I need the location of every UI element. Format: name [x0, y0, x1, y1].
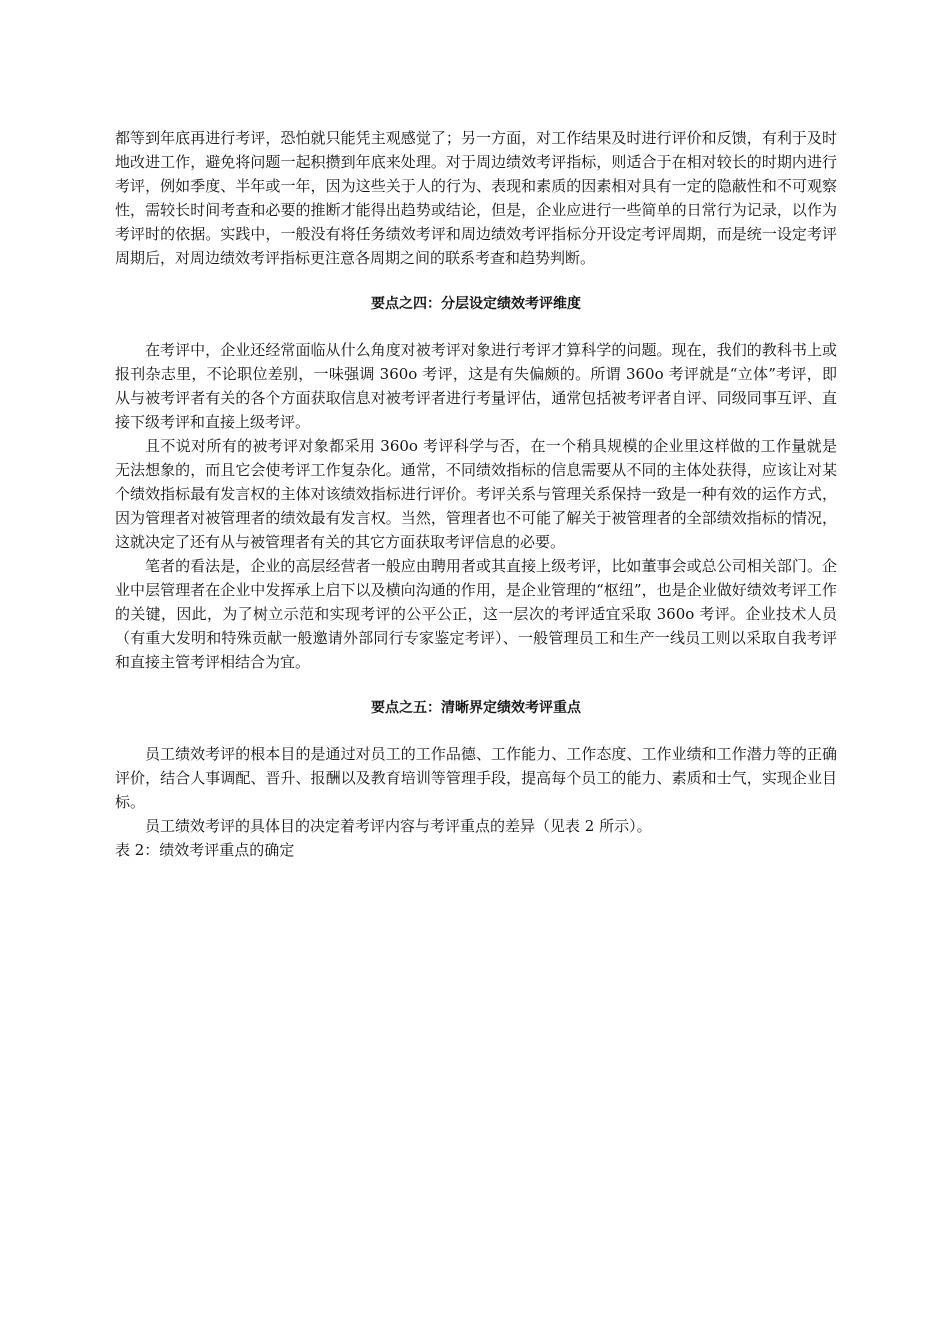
body-paragraph: 员工绩效考评的根本目的是通过对员工的工作品德、工作能力、工作态度、工作业绩和工作潜力等的正确评价，结合人事调配、晋升、报酬以及教育培训等管理手段，提高每个员工的能力、素质和士气，实现企业目标。 [115, 745, 837, 811]
document-page [115, 126, 837, 862]
body-paragraph: 都等到年底再进行考评，恐怕就只能凭主观感觉了；另一方面，对工作结果及时进行评价和反馈，有利于及时地改进工作，避免将问题一起积攒到年底来处理。对于周边绩效考评指标，则适合于在相对较长的时期内进行考评，例如季度、半年或一年，因为这些关于人的行为、表现和素质的因素相对具有一定的隐蔽性和不可观察性，需较长时间考查和必要的推断才能得出趋势或结论，但是，企业应进行一些简单的日常行为记录，以作为考评时的依据。实践中，一般没有将任务绩效考评和周边绩效考评指标分开设定考评周期，而是统一设定考评周期后，对周边绩效考评指标更注意各周期之间的联系考查和趋势判断。 [115, 129, 837, 267]
body-paragraph: 员工绩效考评的具体目的决定着考评内容与考评重点的差异（见表 2 所示）。 [145, 817, 652, 835]
section-heading-4: 要点之四：分层设定绩效考评维度 [371, 296, 581, 312]
body-paragraph: 笔者的看法是，企业的高层经营者一般应由聘用者或其直接上级考评，比如董事会或总公司相关部门。企业中层管理者在企业中发挥承上启下以及横向沟通的作用，是企业管理的“枢纽”，也是企业做好绩效考评工作的关键，因此，为了树立示范和实现考评的公平公正，这一层次的考评适宜采取 360o 考评。企业技术人员（有重大发明和特殊贡献一般邀请外部同行专家鉴定考评）、一般管理员工和生产一线员工则以采取自我考评和直接主管考评相结合为宜。 [115, 557, 837, 671]
body-paragraph: 且不说对所有的被考评对象都采用 360o 考评科学与否，在一个稍具规模的企业里这样做的工作量就是无法想象的，而且它会使考评工作复杂化。通常，不同绩效指标的信息需要从不同的主体处获得，应该让对某个绩效指标最有发言权的主体对该绩效指标进行评价。考评关系与管理关系保持一致是一种有效的运作方式，因为管理者对被管理者的绩效最有发言权。当然，管理者也不可能了解关于被管理者的全部绩效指标的情况，这就决定了还有从与被管理者有关的其它方面获取考评信息的必要。 [115, 437, 837, 551]
body-paragraph: 在考评中，企业还经常面临从什么角度对被考评对象进行考评才算科学的问题。现在，我们的教科书上或报刊杂志里，不论职位差别，一味强调 360o 考评，这是有失偏颇的。所谓 360o 考评就是“立体”考评，即从与被考评者有关的各个方面获取信息对被考评者进行考量评估，通常包括被考评者自评、同级同事互评、直接下级考评和直接上级考评。 [115, 341, 837, 431]
table-caption: 表 2：绩效考评重点的确定 [115, 841, 295, 859]
section-heading-5: 要点之五：清晰界定绩效考评重点 [371, 700, 581, 716]
